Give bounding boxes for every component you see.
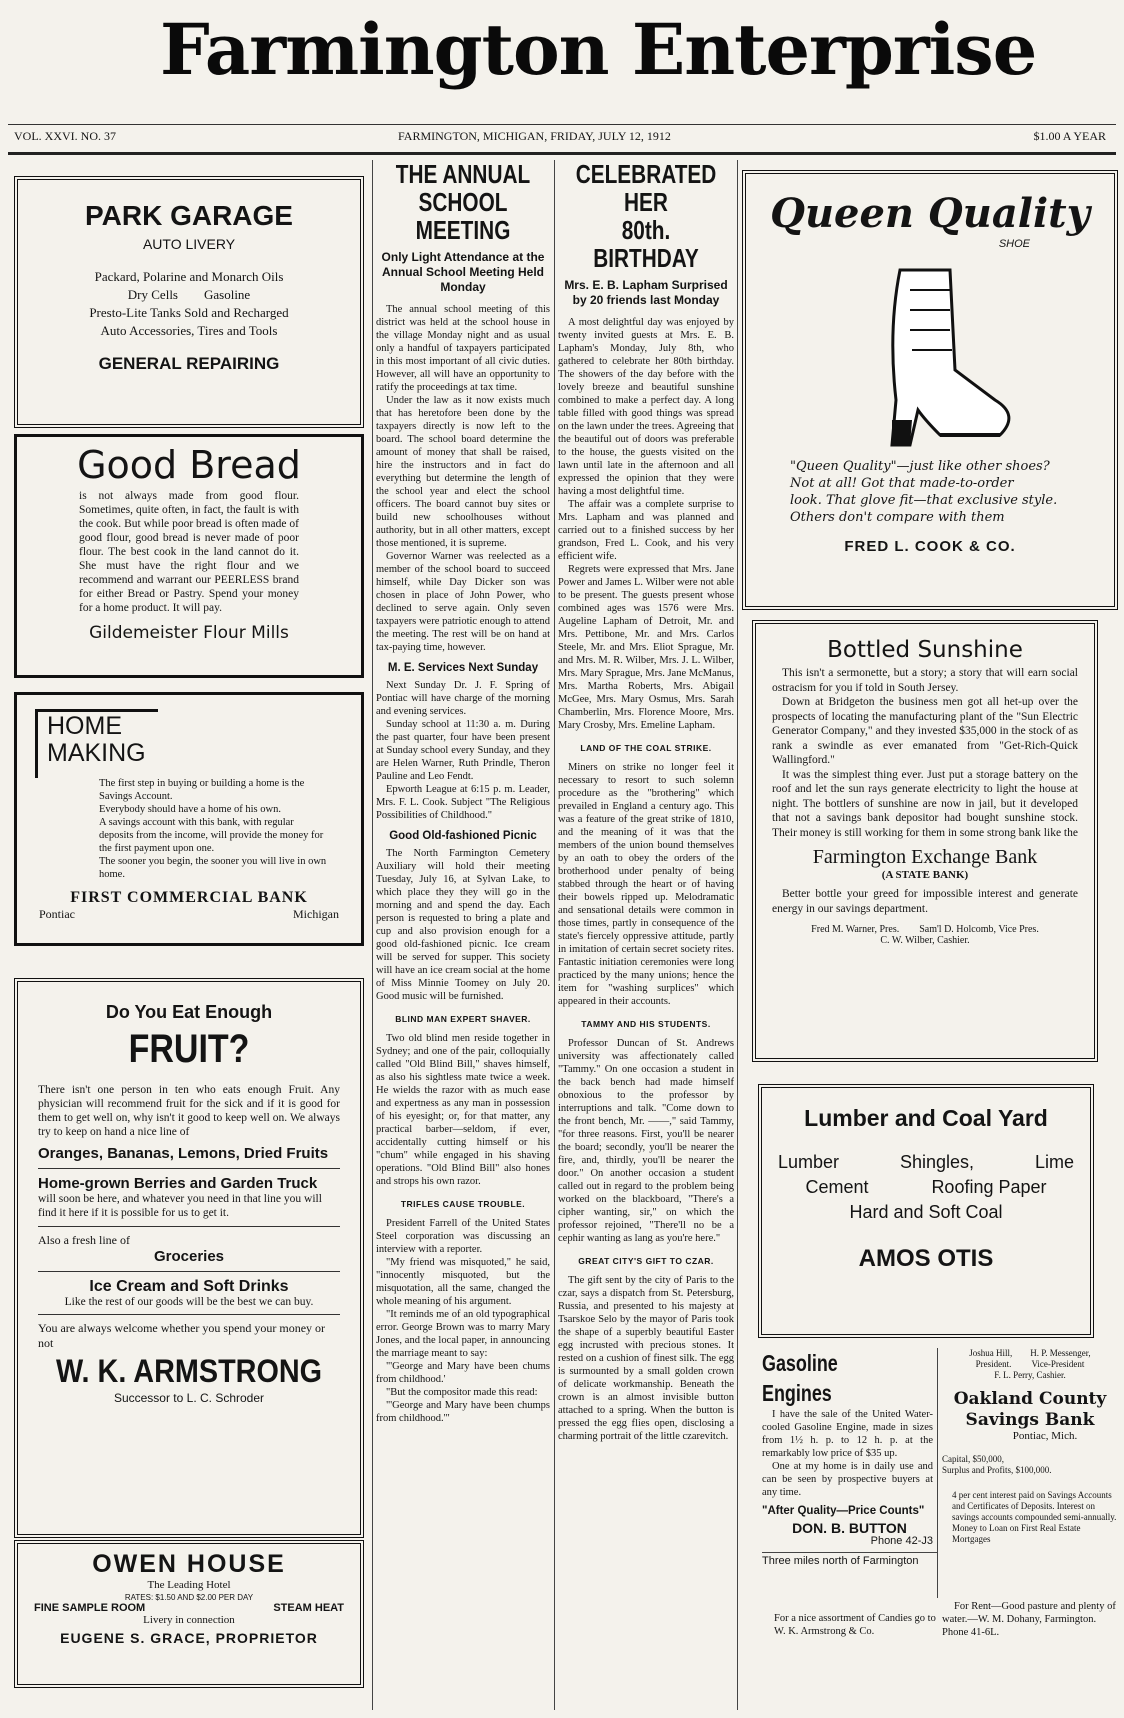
school-headline-2: SCHOOL MEETING — [415, 187, 511, 245]
czar-head: GREAT CITY'S GIFT TO CZAR. — [578, 1256, 714, 1266]
lumber-coal-ad — [758, 1084, 1094, 1338]
oakland-officers-3: F. L. Perry, Cashier. — [994, 1370, 1066, 1380]
coal-strike-head: LAND OF THE COAL STRIKE. — [580, 743, 712, 753]
lumber-name: AMOS OTIS — [858, 1245, 994, 1272]
queen-seller: FRED L. COOK & CO. — [844, 538, 1016, 555]
home-making-state: Michigan — [293, 907, 339, 921]
owen-prop: EUGENE S. GRACE, PROPRIETOR — [60, 1630, 318, 1646]
tammy-head: TAMMY AND HIS STUDENTS. — [581, 1019, 711, 1029]
bottled-sunshine-ad — [752, 620, 1098, 1062]
birthday-headline-2: 80th. BIRTHDAY — [593, 215, 699, 273]
school-p5: Sunday school at 11:30 a. m. During the past quarter, four have been present at Sunday school every Sunday, and they are Helen Warner, Ruth Prindle, Theron Pauline and Leo Fendt. — [376, 719, 550, 782]
fruit-body: There isn't one person in ten who eats enough Fruit. Any physician will recommend fruit for the sick and if it is good for them to get well on, why isn't it good to keep well on. We always try to keep on hand a nice line of — [38, 1084, 340, 1138]
owen-right: STEAM HEAT — [273, 1602, 344, 1614]
trifles-p3: "It reminds me of an old typographical error. George Brown was to marry Mary Jones, and the local paper, in announcing the marriage meant to say: — [376, 1309, 550, 1359]
sunshine-p4: Better bottle your greed for impossible interest and generate energy in our savings department. — [772, 888, 1078, 915]
home-making-p1: The first step in buying or building a home is the Savings Account. — [99, 778, 305, 802]
owen-rates: RATES: $1.50 AND $2.00 PER DAY — [124, 1593, 254, 1602]
masthead — [0, 0, 1124, 130]
lumber-r2b: Roofing Paper — [931, 1177, 1047, 1197]
trifles-head: TRIFLES CAUSE TROUBLE. — [400, 1199, 526, 1209]
birthday-p2: The affair was a complete surprise to Mrs. Lapham and was planned and carried out to a finished success by her grandson, Fred L. Cook, and his very efficient wife. — [558, 499, 734, 562]
fruit-line2b: will soon be here, and whatever you need in that line you will find it here if it is possible for us to get it. — [38, 1193, 322, 1219]
dateline — [8, 124, 1116, 150]
gasoline-name: DON. B. BUTTON — [792, 1520, 907, 1536]
picnic-head: Good Old-fashioned Picnic — [389, 830, 537, 842]
gasoline-slogan: "After Quality—Price Counts" — [762, 1505, 925, 1517]
newspaper-title: Farmington Enterprise — [160, 8, 1037, 91]
fruit-successor: Successor to L. C. Schroder — [113, 1391, 265, 1405]
fruit-line1: Oranges, Bananas, Lemons, Dried Fruits — [38, 1145, 329, 1162]
shoe-illustration — [830, 250, 1030, 450]
rent-text: For Rent—Good pasture and plenty of water.—W. M. Dohany, Farmington. Phone 41-6L. — [942, 1601, 1116, 1638]
sunshine-officers-1: Fred M. Warner, Pres. Sam'l D. Holcomb, Vice Pres. — [811, 924, 1039, 935]
place-date: FARMINGTON, MICHIGAN, FRIDAY, JULY 12, 1912 — [398, 129, 671, 143]
home-making-p3: A savings account with this bank, with regular deposits from the income, will provide the money for the first payment upon one. — [99, 817, 324, 854]
header-rule — [8, 152, 1116, 155]
lumber-r1a: Lumber — [778, 1152, 840, 1172]
park-garage-l3: Presto-Lite Tanks Sold and Recharged — [89, 305, 289, 320]
park-garage-l2: Dry Cells Gasoline — [127, 287, 251, 302]
trifles-p2: "My friend was misquoted," he said, "innocently misquoted, but the misquotation, all the same, changed the whole meaning of his argument. — [376, 1257, 550, 1307]
sunshine-title: Bottled Sunshine — [827, 637, 1023, 663]
queen-quality-ad — [742, 170, 1118, 610]
sunshine-p2: Down at Bridgeton the business men got all het-up over the prospects of locating the manufacturing plant of the "Sun Electric Generator Company," and they invested $35,000 in the stock of as rank a swindle as ever emanated from "Get-Rich-Quick Wallingford." — [772, 696, 1078, 766]
park-garage-l4: Auto Accessories, Tires and Tools — [100, 323, 278, 338]
owen-sub: The Leading Hotel — [147, 1579, 231, 1591]
lumber-title: Lumber and Coal Yard — [804, 1105, 1048, 1131]
oakland-bank-ad — [942, 1348, 1118, 1598]
fruit-question: Do You Eat Enough — [105, 1002, 273, 1022]
home-making-city: Pontiac — [39, 907, 75, 921]
park-garage-sub: AUTO LIVERY — [142, 236, 236, 252]
school-p7: The North Farmington Cemetery Auxiliary will hold their meeting Tuesday, July 16, at Sylvan Lake, to which place they they will go in the morning and and spend the day. Each person is requested to bring a plate and cup and also provision enough for a good old-fashioned picnic. Ice cream will be served for supper. This society will have an ice cream social at the home of Miss Minnie Toomey on July 20. Good music will be furnished. — [376, 848, 550, 1002]
school-p6: Epworth League at 6:15 p. m. Leader, Mrs. F. L. Cook. Subject "The Religious Possibilities of Childhood." — [376, 784, 550, 821]
fruit-line5: You are always welcome whether you spend your money or not — [38, 1321, 326, 1350]
school-headline-1: THE ANNUAL — [395, 160, 531, 189]
school-meeting-article — [376, 160, 550, 1710]
owen-livery: Livery in connection — [143, 1614, 235, 1626]
home-making-title-1: HOME — [47, 712, 122, 740]
fruit-line4b: Like the rest of our goods will be the best we can buy. — [64, 1296, 314, 1308]
queen-q4: Others don't compare with them — [790, 510, 1005, 525]
oakland-capital: Capital, $50,000, — [942, 1454, 1004, 1464]
birthday-headline-1: CELEBRATED HER — [575, 160, 717, 217]
queen-q3: look. That glove fit—that exclusive style. — [790, 493, 1058, 508]
owen-title: OWEN HOUSE — [92, 1550, 286, 1578]
gasoline-loc: Three miles north of Farmington — [762, 1552, 937, 1568]
school-p1: The annual school meeting of this district was held at the school house in the village Monday night and as usual only a handful of taxpayers participated in this most important of all civic duties. However, all will have an opportunity to ratify the proceedings at tax time. — [376, 304, 550, 393]
column-rule — [554, 160, 555, 1710]
fruit-line3: Groceries — [153, 1248, 225, 1265]
queen-shoe-label: SHOE — [998, 238, 1030, 250]
home-making-title-2: MAKING — [47, 739, 146, 767]
oakland-surplus: Surplus and Profits, $100,000. — [942, 1465, 1052, 1475]
sunshine-bank: Farmington Exchange Bank — [812, 846, 1038, 868]
park-garage-l1: Packard, Polarine and Monarch Oils — [94, 269, 284, 284]
for-rent-notice — [942, 1600, 1118, 1650]
queen-quality-logo: Queen Quality — [770, 190, 1090, 237]
sunshine-p1: This isn't a sermonette, but a story; a story that will earn social ostracism for you if told in South Jersey. — [772, 667, 1078, 694]
lumber-r3: Hard and Soft Coal — [849, 1202, 1003, 1222]
blind-head: BLIND MAN EXPERT SHAVER. — [395, 1014, 531, 1024]
blind-body: Two old blind men reside together in Sydney; and one of the pair, colloquially called "Old Blind Bill," shaves himself, as also his sightless mate twice a week. He wields the razor with as much ease and expertness as any man in possession of his eyesight; or, for that matter, any practical barber—seldom, if ever, accidentally cutting himself or his "chum" while engaged in his shaving operations. "Old Blind Bill" also hones and strops his own razor. — [376, 1033, 550, 1187]
home-making-ad — [14, 692, 364, 946]
lumber-r1b: Shingles, — [899, 1152, 975, 1172]
owen-left: FINE SAMPLE ROOM — [34, 1602, 146, 1614]
oakland-officers-1: Joshua Hill, H. P. Messenger, — [969, 1348, 1091, 1358]
birthday-subhead: Mrs. E. B. Lapham Surprised by 20 friends last Monday — [564, 278, 728, 307]
gasoline-engines-ad — [762, 1348, 938, 1598]
volume-number: VOL. XXVI. NO. 37 — [14, 129, 116, 143]
candies-ad — [762, 1612, 938, 1652]
coal-strike-body: Miners on strike no longer feel it necessary to resort to such solemn procedure as the "brothering" which prevailed in England a century ago. This was a feature of the great strike of 1810, and the meaning of it was that the members of the union bound themselves by an oath to obey the orders of the brotherhood under penalty of being stabbed through the heart or of having their bowels ripped up. Melodramatic and sensational details were common in those times, partly in consequence of the state's fiercely oppressive attitude, partly in imitation of certain secret society rites. Fantastic initiation ceremonies were long practiced by the many unions; hence the item for "washing surplices" which appeared in their accounts. — [558, 762, 734, 1007]
lumber-r1c: Lime — [1034, 1152, 1074, 1172]
subscription-price: $1.00 A YEAR — [1033, 129, 1106, 143]
gasoline-body-1: I have the sale of the United Water-cooled Gasoline Engine, made in sizes from 1½ h. p. to 12 h. p. at the remarkably low price of $35 up. — [762, 1409, 933, 1459]
column-rule — [372, 160, 373, 1710]
school-subhead: Only Light Attendance at the Annual School Meeting Held Monday — [381, 250, 545, 294]
oakland-loans: Money to Loan on First Real Estate Mortgages — [952, 1523, 1081, 1544]
oakland-interest: 4 per cent interest paid on Savings Accounts and Certificates of Deposits. Interest on savings accounts compounded semi-annually. — [952, 1490, 1117, 1522]
school-p4: Next Sunday Dr. J. F. Spring of Pontiac will have charge of the morning and evening services. — [376, 680, 550, 717]
good-bread-ad — [14, 434, 364, 678]
fruit-ad — [14, 978, 364, 1538]
owen-house-ad — [14, 1540, 364, 1688]
good-bread-body: is not always made from good flour. Sometimes, quite often, in fact, the fault is with the cook. But while poor bread is often made of good flour, good bread is never made of poor flour. The best cook in the land cannot do it. She must have the right flour and we recommend and warrant our PEERLESS brand for either Bread or Pastry. Spend your money for a home product. It will pay. — [79, 490, 299, 614]
good-bread-footer: Gildemeister Flour Mills — [89, 623, 289, 643]
sunshine-officers-2: C. W. Wilber, Cashier. — [880, 935, 970, 946]
lumber-r2a: Cement — [805, 1177, 869, 1197]
trifles-p4: "'George and Mary have been chums from childhood.' — [376, 1361, 550, 1385]
column-rule — [737, 160, 738, 1710]
birthday-p3: Regrets were expressed that Mrs. Jane Power and James L. Wilber were not able to be present. The guests present whose combined ages was 1576 were Mrs. Augeline Lapham of Detroit, Mr. and Mrs. Pettibone, Mr. and Mrs. Carlos Steele, Mr. and Mrs. Eliot Sprague, Mr. and Mrs. M. R. Wilber, Mrs. J. L. Wilber, Mrs. Mary Sprague, Mrs. Jane McManus, Mrs. Martha Roberts, Mrs. Abigail McGee, Mrs. Mary Osmus, Mrs. Sarah Chamberlin, Mrs. Florence Moore, Mrs. Mary Crosby, Mrs. Emeline Lapham. — [558, 564, 734, 731]
queen-q2: Not at all! Got that made-to-order — [790, 476, 1014, 491]
fruit-line2: Home-grown Berries and Garden Truck — [38, 1175, 318, 1192]
birthday-p1: A most delightful day was enjoyed by twenty invited guests at Mrs. E. B. Lapham's Monday, July 8th, who gathered to celebrate her 80th birthday. The showers of the day before with the lovely breeze and beautiful sunshine combined to make a perfect day. A long table filled with good things was spread on the lawn under the trees. Agreeing that the beautiful out of doors was preferable to the house, the guests visited on the lawn until late in the afternoon and all expressed the opinion that they were having a most delightful time. — [558, 317, 734, 497]
queen-q1: "Queen Quality"—just like other shoes? — [790, 459, 1050, 474]
oakland-city: Pontiac, Mich. — [1012, 1430, 1078, 1442]
fruit-name: W. K. ARMSTRONG — [55, 1353, 323, 1389]
fruit-line4: Ice Cream and Soft Drinks — [89, 1278, 289, 1295]
gasoline-title: Gasoline Engines — [762, 1350, 838, 1406]
oakland-officers-2: President. Vice-President — [975, 1359, 1085, 1369]
oakland-name-1: Oakland County — [953, 1389, 1107, 1409]
fruit-big: FRUIT? — [128, 1027, 250, 1071]
trifles-p5: "But the compositor made this read: — [386, 1387, 538, 1398]
fruit-line3a: Also a fresh line of — [38, 1233, 130, 1247]
gasoline-phone: Phone 42-J3 — [870, 1535, 933, 1547]
birthday-article — [558, 160, 734, 1710]
home-making-p4: The sooner you begin, the sooner you will live in own home. — [99, 856, 327, 880]
trifles-p6: "'George and Mary have been chumps from childhood.'" — [376, 1400, 550, 1424]
sunshine-state: (A STATE BANK) — [881, 869, 969, 881]
czar-body: The gift sent by the city of Paris to the czar, says a dispatch from St. Petersburg, Russia, and presented to his majesty at Tsarskoe Selo by the mayor of Paris took the shape of a superbly beautiful Easter egg incrusted with precious stones. It rested on a cushion of finest silk. The egg is surmounted by a small golden crown of delicate workmanship. Beneath the crown is an almost invisible button attached to a spring. When the button is pressed the egg flies open, disclosing a charming portrait of the little czarevitch. — [558, 1275, 734, 1442]
gasoline-body-2: One at my home is in daily use and can be seen by prospective buyers at any time. — [762, 1461, 933, 1498]
me-services-head: M. E. Services Next Sunday — [387, 662, 539, 674]
oakland-name-2: Savings Bank — [965, 1410, 1095, 1430]
sunshine-p3: It was the simplest thing ever. Just put a storage battery on the roof and let the sun rays generate electricity to light the house at night. The bottlers of sunshine are now in jail, but it developed that not a savings bank depositor had bought sunshine stock. Their money is still working for them in some strong bank like the — [772, 768, 1078, 839]
school-p3: Governor Warner was reelected as a member of the school board to succeed himself, while Day Dicker son was chosen in place of John Power, who declined to serve again. Only seven taxpayers were patriotic enough to attend the meeting. The rest will be on hand at tax-paying time, however. — [376, 551, 550, 653]
trifles-p1: President Farrell of the United States Steel corporation was discussing an interview with a reporter. — [376, 1218, 550, 1255]
home-making-bank: FIRST COMMERCIAL BANK — [70, 889, 308, 906]
good-bread-title: Good Bread — [77, 443, 301, 487]
tammy-body: Professor Duncan of St. Andrews university was affectionately called "Tammy." On one occasion a student in the back bench had made himself obnoxious to the professor by interruptions and talk. "Come down to the front bench, Mr. ——," said Tammy, "for three reasons. First, you'll be nearer the board; secondly, you'll be nearer the fire, and, thirdly, you'll be nearer the door." On another occasion a student called out in regard to the problem being worked on the blackboard, "There's a cipher wanting, sir," on which the professor rejoined, "There'll no be a cephir wanting as lang as you're here." — [558, 1038, 734, 1244]
park-garage-title: PARK GARAGE — [85, 200, 293, 231]
school-p2: Under the law as it now exists much that has heretofore been done by the taxpayers directly is now left to the board. The school board determine the amount of money that shall be raised, hire the instructors and in fact do everything but determine the length of the school year and elect the school officers. The board cannot buy sites or build new schoolhouses without authority, but in all other matters, except those mentioned, it is supreme. — [376, 395, 550, 549]
home-making-p2: Everybody should have a home of his own. — [99, 804, 281, 815]
park-garage-ad — [14, 176, 364, 428]
candies-text: For a nice assortment of Candies go to W. K. Armstrong & Co. — [774, 1613, 936, 1637]
park-garage-footer: GENERAL REPAIRING — [98, 354, 280, 373]
